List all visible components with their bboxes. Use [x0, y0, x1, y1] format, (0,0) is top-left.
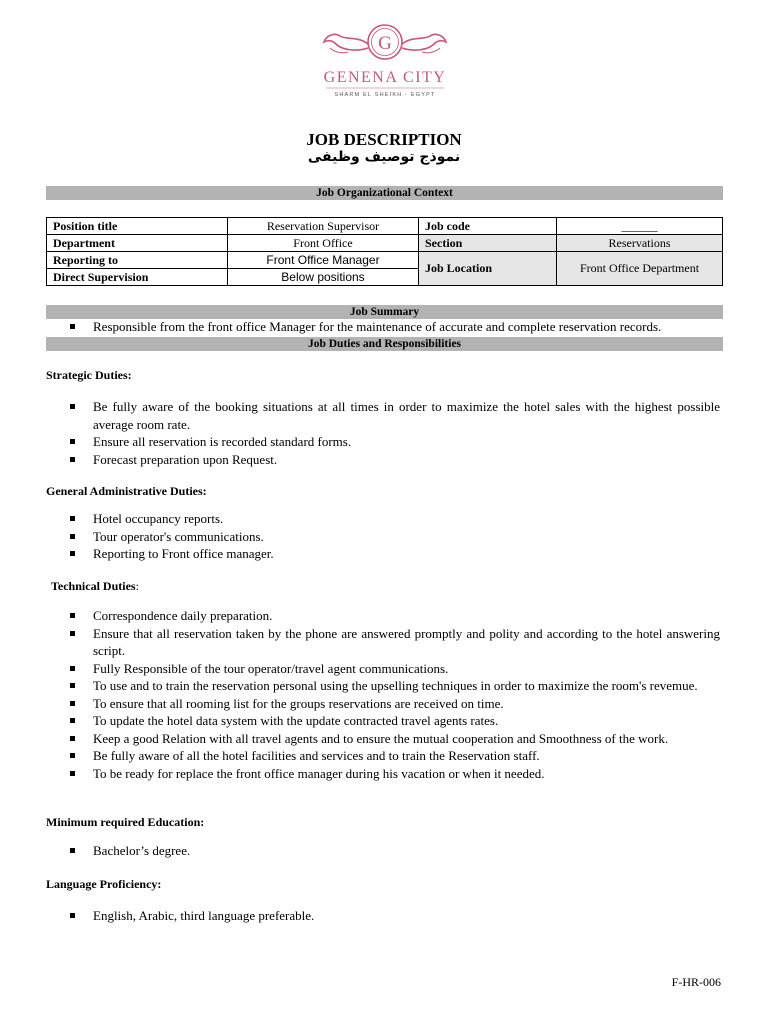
job-code-label: Job code — [419, 218, 557, 235]
section-header-context: Job Organizational Context — [46, 186, 723, 200]
list-item: To ensure that all rooming list for the groups reservations are received on time. — [64, 695, 720, 713]
list-item: Ensure all reservation is recorded standard forms. — [64, 433, 720, 451]
genena-city-logo — [318, 18, 452, 102]
list-item: Bachelor’s degree. — [64, 842, 720, 860]
list-item: To use and to train the reservation personal using the upselling techniques in order to maximize the room's revemue. — [64, 677, 720, 695]
list-item: English, Arabic, third language preferable. — [64, 907, 720, 925]
job-code-value: ______ — [557, 218, 723, 235]
summary-list — [64, 318, 720, 336]
list-item: Be fully aware of the booking situations at all times in order to maximize the hotel sales with the highest possible average room rate. — [64, 398, 720, 433]
section-header-duties: Job Duties and Responsibilities — [46, 337, 723, 351]
job-location-label: Job Location — [419, 252, 557, 286]
job-location-value: Front Office Department — [557, 252, 723, 286]
education-heading: Minimum required Education: — [46, 815, 205, 829]
page-title-arabic: نموذج توصيف وظيفى — [307, 149, 461, 165]
department-label: Department — [47, 235, 228, 252]
position-title-value: Reservation Supervisor — [228, 218, 419, 235]
page-title: JOB DESCRIPTION — [306, 130, 462, 149]
language-heading: Language Proficiency: — [46, 877, 162, 891]
list-item: Fully Responsible of the tour operator/travel agent communications. — [64, 660, 720, 678]
education-list — [64, 842, 720, 860]
administrative-duties-heading: General Administrative Duties: — [46, 484, 207, 498]
position-title-label: Position title — [47, 218, 228, 235]
section-header-summary: Job Summary — [46, 305, 723, 319]
language-list — [64, 907, 720, 925]
department-value: Front Office — [228, 235, 419, 252]
reporting-to-label: Reporting to — [47, 252, 228, 269]
list-item: Forecast preparation upon Request. — [64, 451, 720, 469]
strategic-duties-list — [64, 398, 720, 468]
administrative-duties-list — [64, 510, 720, 563]
list-item: To be ready for replace the front office manager during his vacation or when it needed. — [64, 765, 720, 783]
logo-tagline: SHARM EL SHEIKH - EGYPT — [334, 92, 436, 98]
list-item: Reporting to Front office manager. — [64, 545, 720, 563]
technical-duties-list — [64, 607, 720, 782]
logo-letter: G — [378, 33, 392, 54]
list-item: Hotel occupancy reports. — [64, 510, 720, 528]
list-item: Tour operator's communications. — [64, 528, 720, 546]
direct-supervision-label: Direct Supervision — [47, 269, 228, 286]
organizational-context-table — [46, 217, 723, 286]
strategic-duties-heading: Strategic Duties: — [46, 368, 132, 382]
list-item: To update the hotel data system with the update contracted travel agents rates. — [64, 712, 720, 730]
technical-duties-heading: Technical Duties: — [51, 579, 139, 593]
section-value: Reservations — [557, 235, 723, 252]
section-label: Section — [419, 235, 557, 252]
list-item: Correspondence daily preparation. — [64, 607, 720, 625]
list-item: Keep a good Relation with all travel agents and to ensure the mutual cooperation and Smoothness of the work. — [64, 730, 720, 748]
direct-supervision-value: Below positions — [228, 269, 419, 286]
list-item: Ensure that all reservation taken by the phone are answered promptly and polity and according to the hotel answering script. — [64, 625, 720, 660]
logo-name: GENENA CITY — [323, 69, 447, 86]
summary-item: Responsible from the front office Manager for the maintenance of accurate and complete reservation records. — [64, 318, 720, 336]
reporting-to-value: Front Office Manager — [228, 252, 419, 269]
form-code: F-HR-006 — [671, 975, 721, 989]
list-item: Be fully aware of all the hotel facilities and services and to train the Reservation staff. — [64, 747, 720, 765]
